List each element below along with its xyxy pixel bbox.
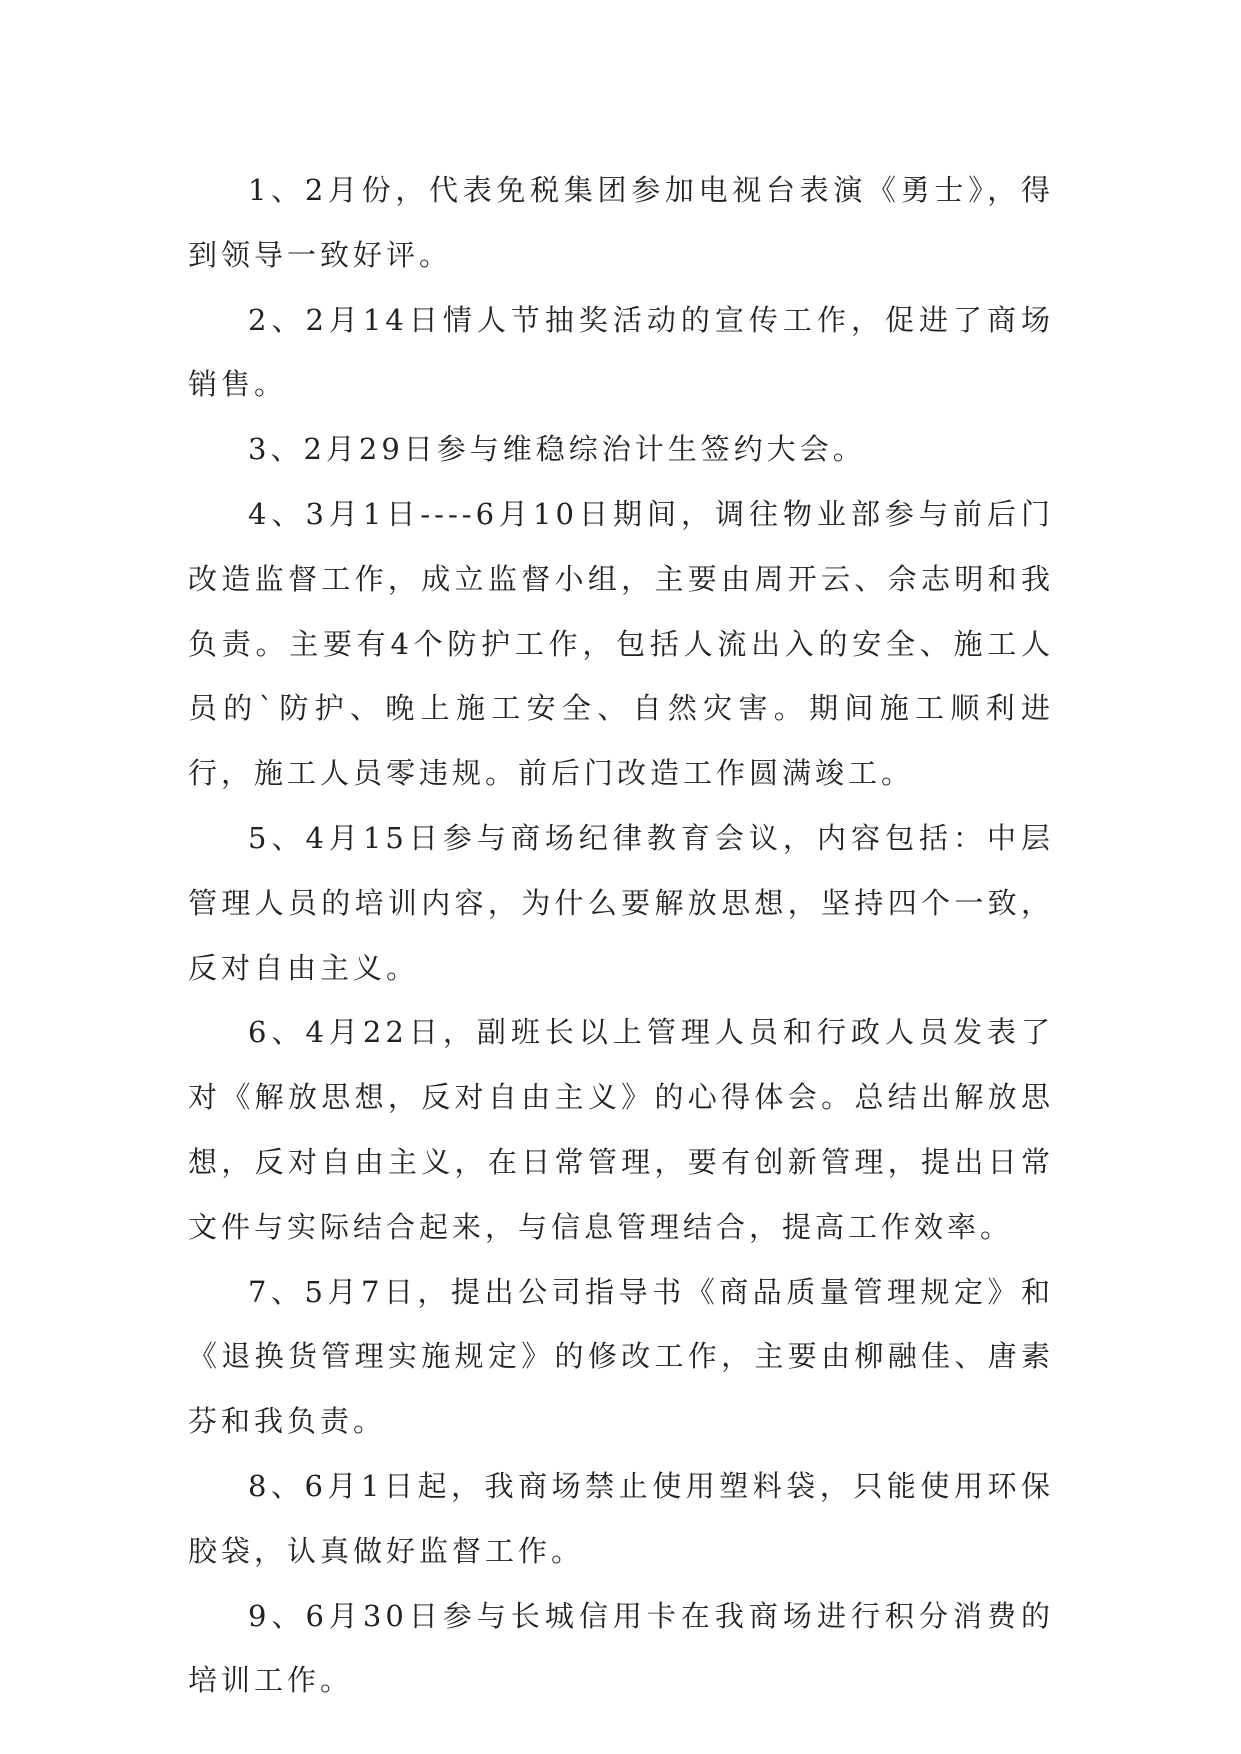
- paragraph-4: 4、3月1日----6月10日期间，调往物业部参与前后门改造监督工作，成立监督小组，主要由周开云、佘志明和我负责。主要有4个防护工作，包括人流出入的安全、施工人员的`防护、晚上施工安全、自然灾害。期间施工顺利进行，施工人员零违规。前后门改造工作圆满竣工。: [188, 496, 1054, 791]
- document-body: [188, 158, 1054, 1713]
- paragraph-9: 9、6月30日参与长城信用卡在我商场进行积分消费的培训工作。: [188, 1598, 1054, 1698]
- paragraph-8: 8、6月1日起，我商场禁止使用塑料袋，只能使用环保胶袋，认真做好监督工作。: [188, 1468, 1054, 1568]
- paragraph-6: 6、4月22日，副班长以上管理人员和行政人员发表了对《解放思想，反对自由主义》的心得体会。总结出解放思想，反对自由主义，在日常管理，要有创新管理，提出日常文件与实际结合起来，与信息管理结合，提高工作效率。: [188, 1015, 1054, 1244]
- paragraph-2: 2、2月14日情人节抽奖活动的宣传工作，促进了商场销售。: [188, 302, 1054, 402]
- paragraph-3: 3、2月29日参与维稳综治计生签约大会。: [248, 432, 866, 467]
- paragraph-5: 5、4月15日参与商场纪律教育会议，内容包括：中层管理人员的培训内容，为什么要解放思想，坚持四个一致，反对自由主义。: [188, 820, 1054, 985]
- paragraph-1: 1、2月份，代表免税集团参加电视台表演《勇士》，得到领导一致好评。: [188, 173, 1054, 272]
- paragraph-7: 7、5月7日，提出公司指导书《商品质量管理规定》和《退换货管理实施规定》的修改工作，主要由柳融佳、唐素芬和我负责。: [188, 1274, 1054, 1439]
